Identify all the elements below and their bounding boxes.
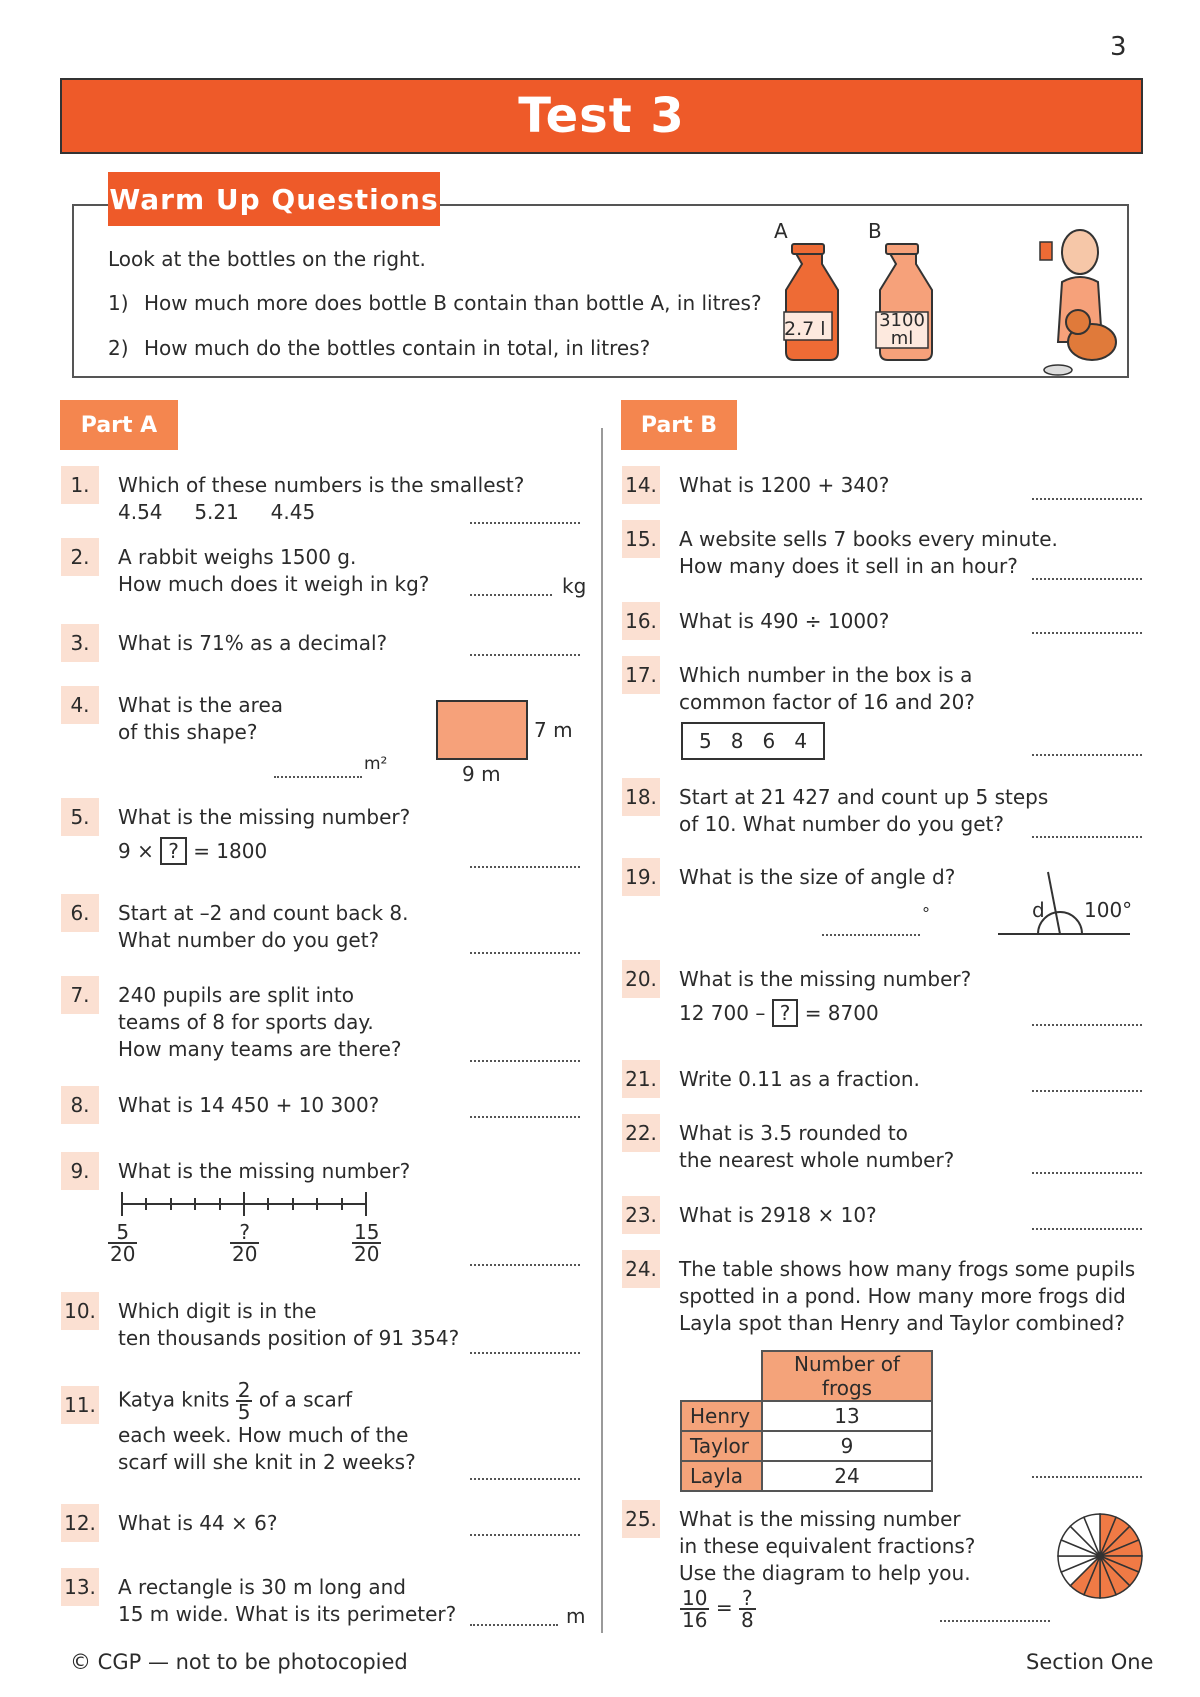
answer-line-17[interactable] — [1032, 754, 1142, 756]
question-number: 24. — [622, 1250, 660, 1288]
question-number: 5. — [61, 798, 99, 836]
question-number: 25. — [622, 1500, 660, 1538]
question-number: 20. — [622, 960, 660, 998]
question-10 — [118, 1298, 459, 1352]
question-text: common factor of 16 and 20? — [679, 690, 975, 714]
bottle-a-label: A — [774, 219, 788, 243]
number-line — [116, 1190, 372, 1220]
question-number: 6. — [61, 894, 99, 932]
question-number: 9. — [61, 1152, 99, 1190]
warmup-intro: Look at the bottles on the right. — [108, 247, 426, 271]
part-a-heading: Part A — [60, 400, 178, 450]
answer-unit: kg — [562, 574, 587, 598]
answer-line-22[interactable] — [1032, 1172, 1142, 1174]
answer-line-14[interactable] — [1032, 498, 1142, 500]
question-text: A website sells 7 books every minute. — [679, 527, 1058, 551]
number-line-fraction-end: $\frac{15}{20}$ — [354, 1220, 380, 1266]
question-14: What is 1200 + 340? — [679, 473, 890, 497]
title-bar — [60, 78, 1143, 154]
answer-unit: ° — [922, 904, 930, 923]
question-5 — [118, 804, 410, 865]
question-3: What is 71% as a decimal? — [118, 631, 388, 655]
fraction-pie-diagram — [1054, 1510, 1146, 1602]
question-text: Which digit is in the — [118, 1299, 317, 1323]
question-number: 22. — [622, 1114, 660, 1152]
question-text: Use the diagram to help you. — [679, 1561, 971, 1585]
question-text: of a scarf — [258, 1387, 353, 1412]
answer-line-20[interactable] — [1032, 1024, 1142, 1026]
question-number: 14. — [622, 466, 660, 504]
question-number: 12. — [61, 1504, 99, 1542]
question-text: ten thousands position of 91 354? — [118, 1326, 460, 1350]
missing-number-box: ? — [160, 837, 187, 865]
question-16: What is 490 ÷ 1000? — [679, 609, 890, 633]
page-number: 3 — [1110, 32, 1127, 62]
bottle-b-value — [876, 312, 928, 348]
question-text: of this shape? — [118, 720, 258, 744]
frogs-table — [680, 1350, 933, 1492]
answer-line-24[interactable] — [1032, 1476, 1142, 1478]
equivalent-fractions — [680, 1588, 756, 1630]
question-number: 13. — [61, 1568, 99, 1606]
answer-line-2[interactable] — [470, 594, 552, 596]
answer-line-23[interactable] — [1032, 1228, 1142, 1230]
question-number: 8. — [61, 1086, 99, 1124]
table-cell-name: Henry — [681, 1401, 762, 1431]
footer-section: Section One — [1026, 1650, 1154, 1674]
question-text: each week. How much of the — [118, 1423, 409, 1447]
table-cell-value: 9 — [762, 1431, 932, 1461]
answer-line-19[interactable] — [822, 934, 920, 936]
area-rectangle — [436, 700, 528, 760]
question-20 — [679, 966, 971, 1027]
table-row — [681, 1431, 932, 1461]
answer-unit: m² — [364, 754, 388, 774]
question-text: Which number in the box is a — [679, 663, 973, 687]
warmup-q1-number: 1) — [108, 291, 129, 315]
question-number: 21. — [622, 1060, 660, 1098]
question-13 — [118, 1574, 456, 1628]
fraction-two-fifths: $\frac{2}{5}$ — [237, 1378, 251, 1424]
question-text: What is 3.5 rounded to — [679, 1121, 908, 1145]
question-number: 4. — [61, 686, 99, 724]
question-text: Katya knits — [118, 1387, 230, 1412]
question-19: What is the size of angle d? — [679, 865, 956, 889]
part-b-heading: Part B — [621, 400, 737, 450]
equation-part: 9 × — [118, 839, 154, 863]
question-number: 23. — [622, 1196, 660, 1234]
question-25 — [679, 1506, 975, 1587]
answer-line-3[interactable] — [470, 654, 580, 656]
table-header: Number of frogs — [762, 1351, 932, 1401]
angle-value-label: 100° — [1084, 898, 1133, 922]
table-row — [681, 1351, 932, 1401]
question-22 — [679, 1120, 954, 1174]
question-text: A rabbit weighs 1500 g. — [118, 545, 357, 569]
question-text: the nearest whole number? — [679, 1148, 955, 1172]
question-text: teams of 8 for sports day. — [118, 1010, 374, 1034]
question-2 — [118, 544, 429, 598]
question-24 — [679, 1256, 1135, 1337]
question-text: 240 pupils are split into — [118, 983, 354, 1007]
question-text: What number do you get? — [118, 928, 380, 952]
answer-line-6[interactable] — [470, 952, 580, 954]
answer-line-11[interactable] — [470, 1478, 580, 1480]
question-text: What is the missing number? — [679, 967, 972, 991]
question-15 — [679, 526, 1058, 580]
question-text: What is the missing number — [679, 1507, 961, 1531]
question-6 — [118, 900, 409, 954]
answer-line-18[interactable] — [1032, 836, 1142, 838]
warmup-heading: Warm Up Questions — [108, 172, 440, 226]
answer-line-12[interactable] — [470, 1534, 580, 1536]
warmup-q1: How much more does bottle B contain than bottle A, in litres? — [144, 291, 762, 315]
man-and-dog-illustration — [1030, 212, 1130, 380]
page-title: Test 3 — [518, 88, 685, 144]
answer-line-7[interactable] — [470, 1060, 580, 1062]
question-text: Start at 21 427 and count up 5 steps — [679, 785, 1049, 809]
answer-line-9[interactable] — [470, 1264, 580, 1266]
question-number: 7. — [61, 976, 99, 1014]
question-18 — [679, 784, 1048, 838]
question-4 — [118, 692, 283, 746]
warmup-q2: How much do the bottles contain in total, in litres? — [144, 336, 651, 360]
factor-options-box: 5 8 6 4 — [681, 722, 825, 760]
bottle-b-unit: ml — [890, 328, 914, 349]
answer-line-15[interactable] — [1032, 578, 1142, 580]
fraction-missing-eighths: $\frac{?}{8}$ — [740, 1586, 754, 1632]
question-text: A rectangle is 30 m long and — [118, 1575, 406, 1599]
question-text: in these equivalent fractions? — [679, 1534, 976, 1558]
question-text: What is the missing number? — [118, 805, 411, 829]
question-23: What is 2918 × 10? — [679, 1203, 877, 1227]
table-cell-name: Layla — [681, 1461, 762, 1491]
fraction-ten-sixteenths: $\frac{10}{16}$ — [682, 1586, 708, 1632]
bottle-b-label: B — [868, 219, 882, 243]
question-text: 15 m wide. What is its perimeter? — [118, 1602, 457, 1626]
question-9: What is the missing number? — [118, 1159, 411, 1183]
equation-part: 12 700 – — [679, 1001, 766, 1025]
question-number: 10. — [61, 1292, 99, 1330]
question-number: 2. — [61, 538, 99, 576]
table-row — [681, 1461, 932, 1491]
question-text: How many teams are there? — [118, 1037, 402, 1061]
question-number: 16. — [622, 602, 660, 640]
rectangle-width-label: 9 m — [462, 762, 501, 786]
angle-d-label: d — [1032, 898, 1045, 922]
table-cell-name: Taylor — [681, 1431, 762, 1461]
answer-line-25[interactable] — [940, 1620, 1050, 1622]
footer-copyright: © CGP — not to be photocopied — [70, 1650, 408, 1674]
answer-line-5[interactable] — [470, 866, 580, 868]
question-text: How much does it weigh in kg? — [118, 572, 430, 596]
question-text: The table shows how many frogs some pupils — [679, 1257, 1136, 1281]
question-text: Start at –2 and count back 8. — [118, 901, 409, 925]
question-options: 4.54 5.21 4.45 — [118, 500, 316, 524]
answer-line-4[interactable] — [274, 776, 362, 778]
question-number: 1. — [61, 466, 99, 504]
question-text: What is the area — [118, 693, 284, 717]
bottle-b-number: 3100 — [879, 310, 925, 331]
missing-number-box: ? — [772, 999, 799, 1027]
question-text: Layla spot than Henry and Taylor combined? — [679, 1311, 1125, 1335]
question-11 — [118, 1380, 416, 1476]
question-7 — [118, 982, 402, 1063]
warmup-q2-number: 2) — [108, 336, 129, 360]
question-text: scarf will she knit in 2 weeks? — [118, 1450, 416, 1474]
equation-part: = 1800 — [193, 839, 268, 863]
question-number: 3. — [61, 624, 99, 662]
number-line-fraction-start: $\frac{5}{20}$ — [110, 1220, 136, 1266]
question-17 — [679, 662, 975, 716]
equals-sign: = — [715, 1595, 733, 1620]
answer-line-13[interactable] — [470, 1624, 558, 1626]
answer-line-16[interactable] — [1032, 632, 1142, 634]
question-number: 11. — [61, 1386, 99, 1424]
bottle-a-value: 2.7 l — [784, 318, 826, 340]
question-text: How many does it sell in an hour? — [679, 554, 1018, 578]
question-text: Which of these numbers is the smallest? — [118, 473, 525, 497]
table-row — [681, 1401, 932, 1431]
table-cell-value: 13 — [762, 1401, 932, 1431]
answer-unit: m — [566, 1604, 586, 1628]
question-number: 15. — [622, 520, 660, 558]
question-text: spotted in a pond. How many more frogs did — [679, 1284, 1126, 1308]
question-21: Write 0.11 as a fraction. — [679, 1067, 920, 1091]
question-number: 17. — [622, 656, 660, 694]
answer-line-10[interactable] — [470, 1352, 580, 1354]
question-12: What is 44 × 6? — [118, 1511, 278, 1535]
table-cell-value: 24 — [762, 1461, 932, 1491]
number-line-fraction-missing: ? 20 — [232, 1220, 258, 1266]
answer-line-21[interactable] — [1032, 1090, 1142, 1092]
question-number: 18. — [622, 778, 660, 816]
answer-line-1[interactable] — [470, 522, 580, 524]
question-1 — [118, 472, 524, 526]
answer-line-8[interactable] — [470, 1116, 580, 1118]
equation-part: = 8700 — [804, 1001, 879, 1025]
question-number: 19. — [622, 858, 660, 896]
question-8: What is 14 450 + 10 300? — [118, 1093, 380, 1117]
column-divider — [601, 428, 603, 1633]
rectangle-height-label: 7 m — [534, 718, 573, 742]
question-text: of 10. What number do you get? — [679, 812, 1004, 836]
